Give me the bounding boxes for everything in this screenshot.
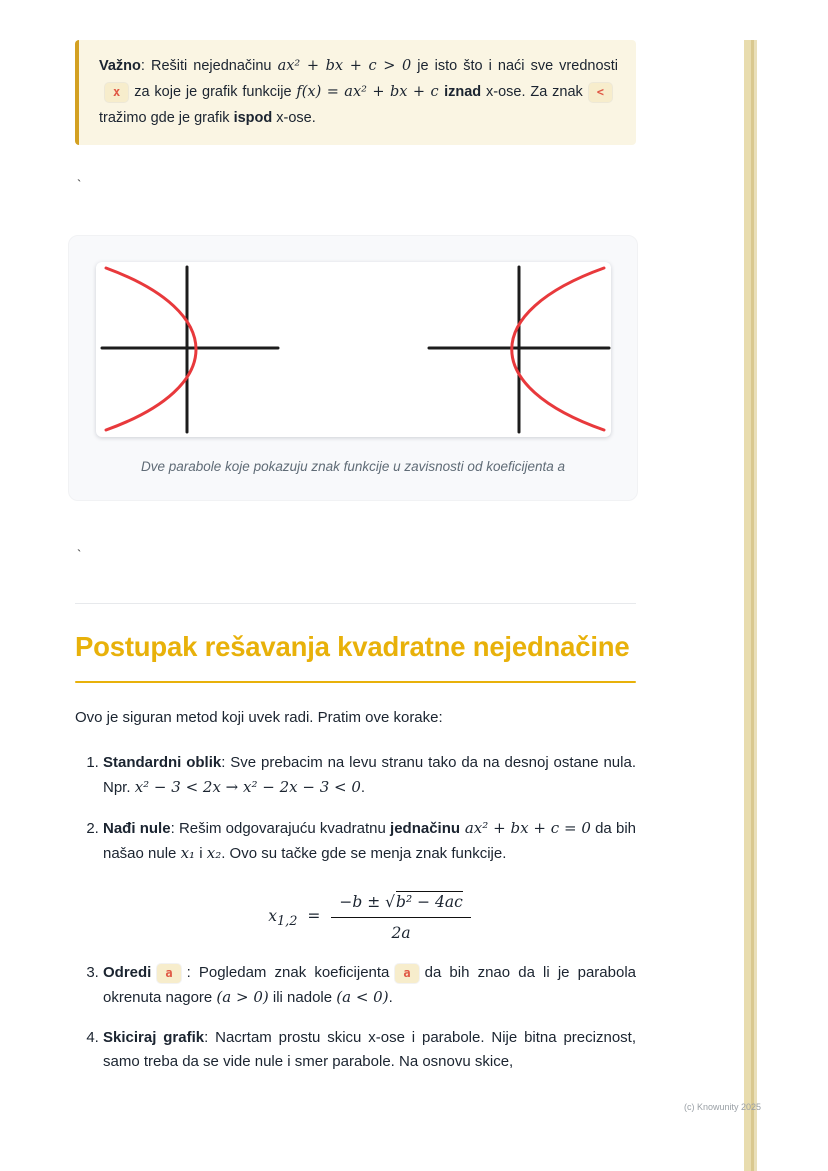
section-divider <box>75 603 636 604</box>
step-bold: Odredi <box>103 963 152 981</box>
step-text: . <box>388 988 393 1006</box>
callout-label: Važno <box>99 58 141 74</box>
inline-math: x₂ <box>206 843 222 862</box>
callout-segment: je isto što i naći sve vrednosti <box>411 58 619 74</box>
steps-list <box>75 751 636 1074</box>
callout-segment: za koje je grafik funkcije <box>134 84 297 100</box>
stray-backtick: ` <box>77 177 82 192</box>
fraction-denominator: 2a <box>331 917 470 945</box>
inline-math: (a < 0) <box>336 987 389 1006</box>
step-text: : Sve prebacim na levu stranu tako da na desnoj ostane nula. Npr. <box>103 753 636 796</box>
heading-rule <box>75 681 636 683</box>
a-code-badge: a <box>157 964 180 983</box>
fraction <box>331 890 470 945</box>
emphasis-jednacinu: jednačinu <box>390 819 461 837</box>
step-text: da bih našao nule <box>103 819 637 862</box>
stray-backtick: ` <box>77 547 82 562</box>
inline-math: ax² + bx + c = 0 <box>460 818 591 837</box>
formula-lhs-subscript: 1,2 <box>276 914 298 930</box>
fraction-numerator <box>331 890 470 917</box>
equals-sign: = <box>307 907 321 925</box>
callout-segment: tražimo gde je grafik <box>99 110 234 126</box>
formula-lhs <box>268 907 298 930</box>
inline-math: x₁ <box>180 843 196 862</box>
a-code-badge: a <box>395 964 418 983</box>
step-bold: Skiciraj grafik <box>103 1028 205 1046</box>
step-text: . Ovo su tačke gde se menja znak funkcije. <box>221 844 507 862</box>
emphasis-ispod: ispod <box>233 110 273 126</box>
less-than-code-badge: < <box>589 83 612 102</box>
quadratic-formula <box>103 890 636 945</box>
step-bold: Standardni oblik <box>103 753 222 771</box>
step-text: . <box>360 778 366 796</box>
step-determine-a <box>103 961 636 1010</box>
step-text: : Rešim odgovarajuću kvadratnu <box>170 819 391 837</box>
page-edge-strip <box>744 40 757 1171</box>
inline-math: (a > 0) <box>216 987 269 1006</box>
section-heading: Postupak rešavanja kvadratne nejednačine <box>75 631 630 662</box>
emphasis-iznad: iznad <box>444 84 482 100</box>
content-column <box>75 40 636 1090</box>
step-find-roots <box>103 816 636 945</box>
figure-card <box>68 235 638 501</box>
radicand: b² − 4ac <box>396 892 463 911</box>
x-code-badge: x <box>105 83 128 102</box>
step-bold: Nađi nule <box>103 819 171 837</box>
figure-caption: Dve parabole koje pokazuju znak funkcije u zavisnosti od koeficijenta a <box>141 459 565 474</box>
step-text: : Nacrtam prostu skicu x-ose i parabole. Nije bitna preciznost, samo treba da se vide nule i smer parabole. Na osnovu skice, <box>103 1028 636 1070</box>
callout-segment: x-ose. <box>272 110 316 126</box>
callout-text <box>99 58 618 126</box>
square-root-sign: √ <box>385 892 396 911</box>
inline-math: x² − 3 < 2x → x² − 2x − 3 < 0 <box>134 777 361 796</box>
formula-lhs-base: x <box>268 907 277 925</box>
step-text: i <box>195 844 207 862</box>
step-sketch-graph <box>103 1026 636 1074</box>
step-text: da bih znao da li je parabola okrenuta nagore <box>103 963 636 1006</box>
important-callout <box>75 40 636 145</box>
callout-segment: : Rešiti nejednačinu <box>140 58 278 74</box>
intro-text: Ovo je siguran metod koji uvek radi. Pratim ove korake: <box>75 708 443 726</box>
parabola-figure-svg <box>96 262 611 437</box>
step-text: : Pogledam znak koeficijenta <box>186 963 390 981</box>
parabola-image <box>96 262 611 437</box>
copyright-note: (c) Knowunity 2025 <box>684 1102 762 1112</box>
callout-segment: x-ose. Za znak <box>481 84 583 100</box>
step-text: ili nadole <box>268 988 337 1006</box>
inline-math: f(x) = ax² + bx + c <box>296 84 445 100</box>
numerator-prefix: −b ± <box>339 892 386 911</box>
inline-math: ax² + bx + c > 0 <box>277 58 412 74</box>
step-standard-form <box>103 751 636 800</box>
